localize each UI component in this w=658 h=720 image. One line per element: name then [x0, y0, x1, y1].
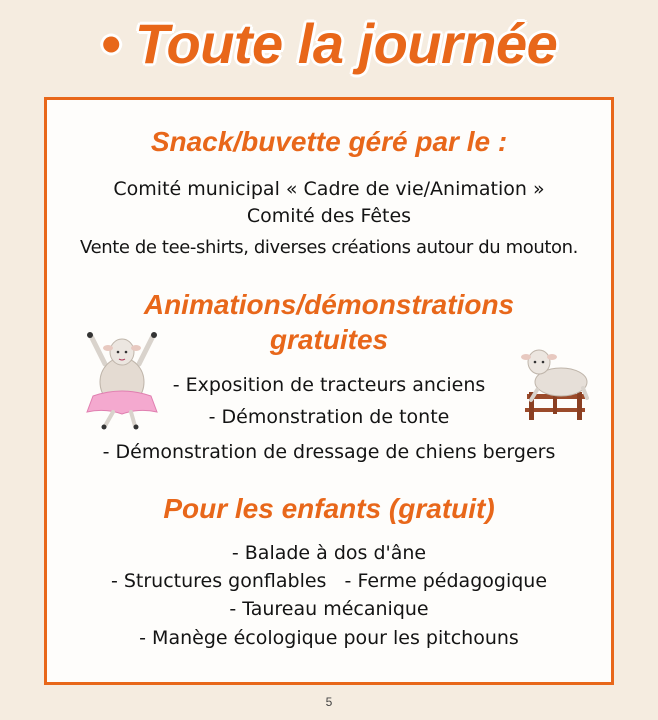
animation-item-1: - Exposition de tracteurs anciens: [172, 374, 486, 396]
page-title: • Toute la journée: [100, 12, 558, 75]
animation-item-2: - Démonstration de tonte: [208, 406, 450, 428]
section-heading-animations-line2: gratuites: [269, 324, 389, 355]
section-heading-enfants: Pour les enfants (gratuit): [163, 493, 495, 524]
kids-item-3: - Taureau mécanique: [229, 598, 429, 620]
section-heading-snack: Snack/buvette géré par le :: [150, 126, 508, 157]
snack-line-2: Comité des Fêtes: [246, 205, 412, 227]
kids-item-4: - Manège écologique pour les pitchouns: [139, 627, 519, 649]
section-heading-animations-line1: Animations/démonstrations: [143, 289, 515, 320]
snack-line-3: Vente de tee-shirts, diverses créations autour du mouton.: [80, 237, 578, 258]
page-number: 5: [325, 695, 333, 709]
kids-item-1: - Balade à dos d'âne: [231, 542, 427, 564]
dancing-sheep-icon: [77, 330, 167, 430]
kids-item-2: - Structures gonflables - Ferme pédagogique: [110, 570, 548, 592]
content-box: [44, 97, 614, 685]
animation-item-3: - Démonstration de dressage de chiens bergers: [102, 441, 556, 463]
snack-line-1: Comité municipal « Cadre de vie/Animation »: [113, 178, 545, 200]
sheep-on-fence-icon: [519, 344, 591, 424]
